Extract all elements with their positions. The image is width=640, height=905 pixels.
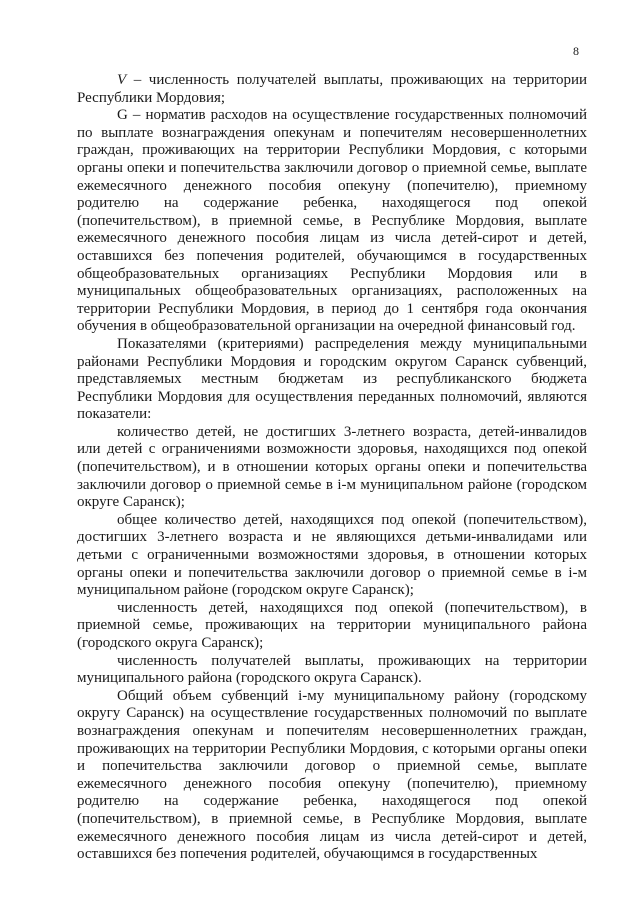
criteria-item: количество детей, не достигших 3-летнего возраста, детей-инвалидов или детей с ограничениями возможности здоровья, находящихся под опекой (попечительством), и в отношении которых органы опеки и попечительства заключили договор о приемной семье в i-м муниципальном районе (городском округе Саранск); (77, 423, 587, 511)
paragraph-text: – норматив расходов на осуществление государственных полномочий по выплате вознаграждения опекунам и попечителям несовершеннолетних граждан, проживающих на территории Республики Мордовия, с которыми органы опеки и попечительства заключили договор о приемной семье, выплате ежемесячного денежного пособия опекуну (попечителю), приемному родителю на содержание ребенка, находящегося под опекой (попечительством), в приемной семье, в Республике Мордовия, выплате ежемесячного денежного пособия лицам из числа детей-сирот и детей, оставшихся без попечения родителей, обучающимся в государственных общеобразовательных организациях Республики Мордовия или в муниципальных общеобразовательных организациях, расположенных на территории Республики Мордовия, в период до 1 сентября года окончания обучения в общеобразовательной организации на очередной финансовый год. (77, 107, 587, 335)
paragraph-total-volume: Общий объем субвенций i-му муниципальному району (городскому округу Саранск) на осуществление государственных полномочий по выплате вознаграждения опекунам и попечителям несовершеннолетних граждан, проживающих на территории Республики Мордовия, с которыми органы опеки и попечительства заключили договор о приемной семье, выплате ежемесячного денежного пособия опекуну (попечителю), приемному родителю на содержание ребенка, находящегося под опекой (попечительством), в приемной семье, в Республике Мордовия, выплате ежемесячного денежного пособия лицам из числа детей-сирот и детей, оставшихся без попечения родителей, обучающимся в государственных (77, 687, 587, 863)
criteria-item: численность детей, находящихся под опекой (попечительством), в приемной семье, проживающих на территории муниципального района (городского округа Саранск); (77, 599, 587, 651)
paragraph-text: – численность получателей выплаты, проживающих на территории Республики Мордовия; (77, 72, 587, 106)
paragraph-criteria-intro: Показателями (критериями) распределения между муниципальными районами Республики Мордовия и городским округом Саранск субвенций, представляемых местным бюджетам из республиканского бюджета Республики Мордовия для осуществления переданных полномочий, являются показатели: (77, 335, 587, 423)
variable-g: G (117, 107, 128, 124)
criteria-item: общее количество детей, находящихся под опекой (попечительством), достигших 3-летнего возраста и не являющихся детьми-инвалидами или детьми с ограниченными возможностями здоровья, в отношении которых органы опеки и попечительства заключили договор о приемной семье в i-м муниципальном районе (городском округе Саранск); (77, 511, 587, 599)
page-number: 8 (573, 44, 579, 58)
paragraph-g-definition (77, 107, 587, 336)
document-body (77, 72, 587, 864)
criteria-item: численность получателей выплаты, проживающих на территории муниципального района (городского округа Саранск). (77, 652, 587, 687)
variable-v: V (117, 72, 127, 88)
paragraph-v-definition (77, 72, 587, 107)
